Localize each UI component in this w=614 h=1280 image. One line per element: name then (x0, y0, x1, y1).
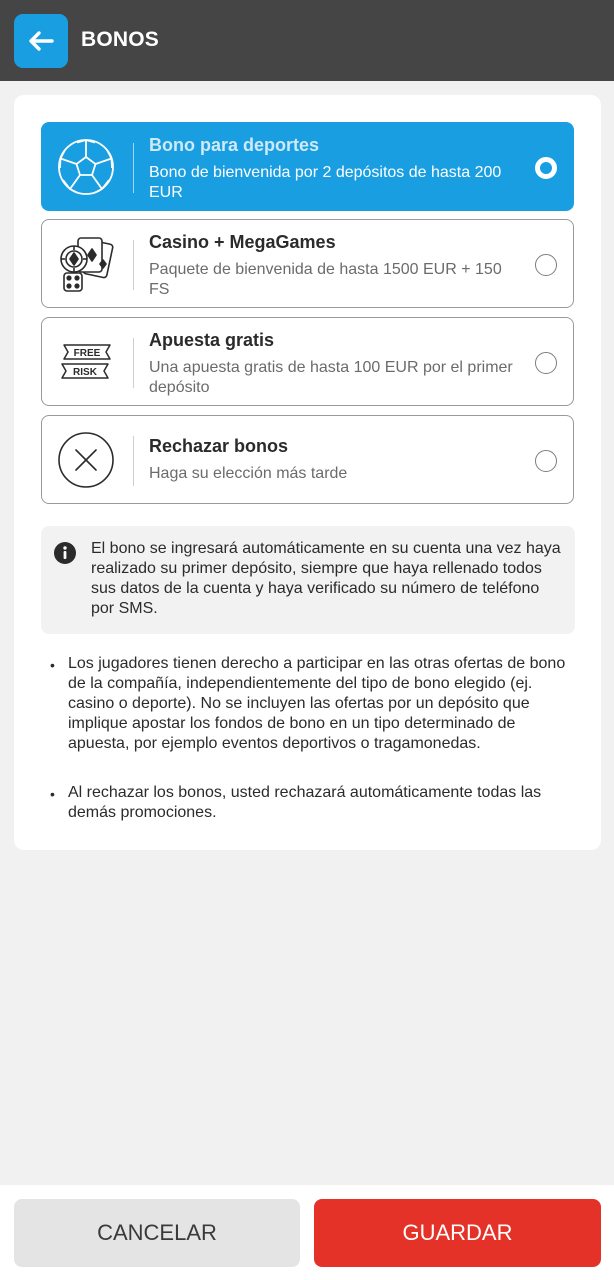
radio-button[interactable] (535, 352, 557, 374)
bullet: • (50, 786, 55, 802)
info-text: El bono se ingresará automáticamente en su cuenta una vez haya realizado su primer depósito, siempre que haya rellenado todos sus datos de la cuenta y haya verificado su número de teléfono por SMS. (91, 540, 561, 617)
option-divider (133, 143, 134, 193)
radio-button-selected[interactable] (535, 157, 557, 179)
note-text: Los jugadores tienen derecho a participar en las otras ofertas de bono de la compañía, independientemente del tipo de bono elegido (ej. casino o deporte). No se incluyen las ofertas por un depósito que implique apostar los fondos de bono en un tipo determinado de apuesta, por ejemplo eventos deportivos o tragamonedas. (68, 655, 566, 752)
option-description: Haga su elección más tarde (149, 465, 348, 482)
risk-label: RISK (73, 367, 97, 378)
option-description: Una apuesta gratis de hasta 100 EUR por el primer depósito (149, 359, 513, 396)
bonus-option-casino[interactable] (41, 219, 574, 308)
info-box (41, 526, 575, 634)
option-title: Rechazar bonos (149, 436, 289, 456)
radio-button[interactable] (535, 450, 557, 472)
bonus-option-free-bet[interactable] (41, 317, 574, 406)
bullet: • (50, 657, 55, 673)
cancel-button[interactable]: CANCELAR (14, 1199, 300, 1267)
note-text: Al rechazar los bonos, usted rechazará automáticamente todas las demás promociones. (68, 784, 542, 821)
bottom-action-bar (0, 1185, 614, 1280)
option-description: Bono de bienvenida por 2 depósitos de hasta 200 EUR (149, 164, 502, 201)
option-divider (133, 338, 134, 388)
free-risk-icon (56, 342, 116, 382)
reject-x-icon (56, 430, 116, 490)
top-bar (0, 0, 614, 81)
soccer-ball-icon (56, 137, 116, 197)
option-divider (133, 436, 134, 486)
page-title: BONOS (81, 28, 160, 51)
option-title: Apuesta gratis (149, 330, 275, 350)
bonus-option-reject[interactable] (41, 415, 574, 504)
option-title: Casino + MegaGames (149, 232, 336, 252)
free-label: FREE (73, 348, 101, 359)
save-button[interactable]: GUARDAR (314, 1199, 601, 1267)
back-button[interactable] (14, 14, 68, 68)
bonus-option-sports[interactable] (41, 122, 574, 211)
option-divider (133, 240, 134, 290)
info-icon (54, 542, 76, 564)
bonus-card (14, 95, 601, 850)
casino-chips-cards-icon (56, 232, 116, 296)
arrow-left-icon (28, 30, 54, 52)
option-title: Bono para deportes (149, 135, 320, 155)
option-description: Paquete de bienvenida de hasta 1500 EUR + 150 FS (149, 261, 502, 298)
radio-button[interactable] (535, 254, 557, 276)
